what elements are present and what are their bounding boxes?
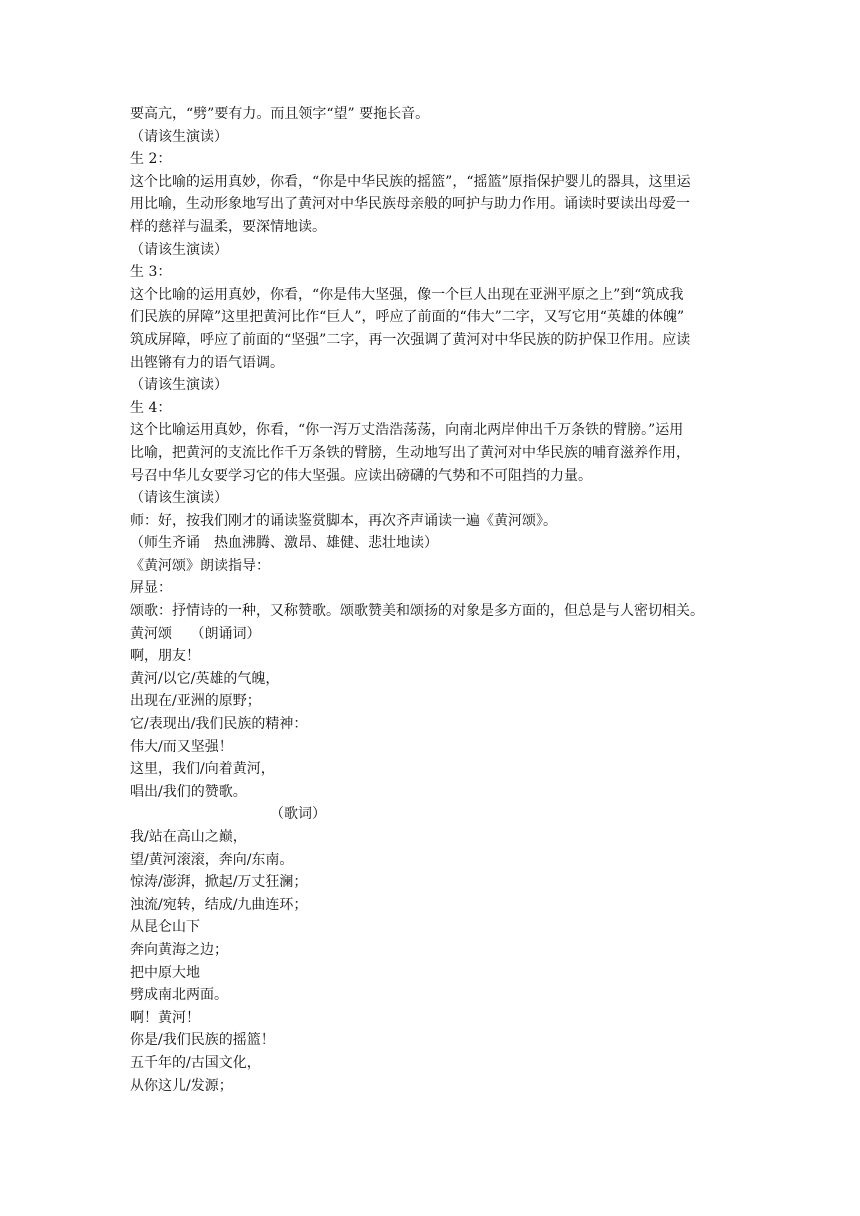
text-line: 样的慈祥与温柔，要深情地读。 — [130, 218, 326, 235]
text-line: （师生齐诵 热血沸腾、激昂、雄健、悲壮地读） — [130, 535, 438, 552]
text-line: 这个比喻运用真妙，你看，“你一泻万丈浩浩荡荡，向南北两岸伸出千万条铁的臂膀。”运用 — [130, 422, 684, 439]
text-line: 要高亢，“劈”要有力。而且领字“望” 要拖长音。 — [130, 106, 430, 122]
text-line: 师：好，按我们刚才的诵读鉴赏脚本，再次齐声诵读一遍《黄河颂》。 — [130, 512, 557, 529]
text-line: 望/黄河滚滚，奔向/东南。 — [130, 851, 294, 868]
text-line: 从昆仑山下 — [130, 919, 200, 936]
text-line: 屏显： — [130, 580, 172, 597]
text-line: 伟大/而又坚强！ — [130, 738, 233, 755]
text-line: 你是/我们民族的摇篮！ — [130, 1032, 275, 1049]
text-line: 五千年的/古国文化， — [130, 1054, 261, 1071]
text-line: （请该生演读） — [130, 490, 228, 507]
text-line: （歌词） — [270, 806, 326, 823]
text-line: 筑成屏障，呼应了前面的“坚强”二字，再一次强调了黄河对中华民族的防护保卫作用。应读 — [130, 331, 691, 348]
text-line: 生 2： — [130, 151, 172, 168]
text-line: 把中原大地 — [130, 964, 200, 981]
text-line: 生 3： — [130, 264, 172, 281]
text-line: 奔向黄海之边； — [130, 941, 228, 958]
text-line: 比喻，把黄河的支流比作千万条铁的臂膀，生动地写出了黄河对中华民族的哺育滋养作用， — [130, 444, 690, 461]
text-line: （请该生演读） — [130, 128, 228, 145]
text-line: 出现在/亚洲的原野； — [130, 693, 261, 710]
text-line: 唱出/我们的赞歌。 — [130, 783, 247, 800]
text-line: （请该生演读） — [130, 377, 228, 394]
text-line: 从你这儿/发源； — [130, 1077, 233, 1094]
text-line: 这个比喻的运用真妙，你看，“你是伟大坚强，像一个巨人出现在亚洲平原之上”到“筑成我 — [130, 286, 684, 303]
text-line: 我/站在高山之巅， — [130, 829, 247, 845]
text-line: 黄河/以它/英雄的气魄， — [130, 670, 280, 687]
text-line: 它/表现出/我们民族的精神： — [130, 716, 308, 733]
text-line: 们民族的屏障”这里把黄河比作“巨人”，呼应了前面的“伟大”二字，又写它用“英雄的体魄” — [130, 309, 685, 326]
text-line: 啊，朋友！ — [130, 648, 200, 665]
text-line: 颂歌：抒情诗的一种，又称赞歌。颂歌赞美和颂扬的对象是多方面的，但总是与人密切相关。 — [130, 603, 704, 620]
text-line: 这个比喻的运用真妙，你看，“你是中华民族的摇篮”，“摇篮”原指保护婴儿的器具，这里运 — [130, 173, 691, 190]
text-line: 惊涛/澎湃，掀起/万丈狂澜； — [130, 874, 308, 891]
text-line: （请该生演读） — [130, 241, 228, 258]
text-line: 《黄河颂》朗读指导： — [130, 557, 270, 574]
text-line: 出铿锵有力的语气语调。 — [130, 354, 284, 371]
text-line: 浊流/宛转，结成/九曲连环； — [130, 896, 308, 913]
text-line: 号召中华儿女要学习它的伟大坚强。应读出磅礴的气势和不可阻挡的力量。 — [130, 467, 592, 484]
text-line: 劈成南北两面。 — [130, 987, 228, 1004]
text-line: 用比喻，生动形象地写出了黄河对中华民族母亲般的呵护与助力作用。诵读时要读出母爱一 — [130, 196, 690, 213]
text-line: 黄河颂 （朗诵词） — [130, 625, 261, 642]
text-line: 这里，我们/向着黄河， — [130, 761, 275, 778]
text-line: 啊！黄河！ — [130, 1009, 200, 1026]
text-line: 生 4： — [130, 399, 172, 416]
document-page — [130, 103, 732, 1097]
